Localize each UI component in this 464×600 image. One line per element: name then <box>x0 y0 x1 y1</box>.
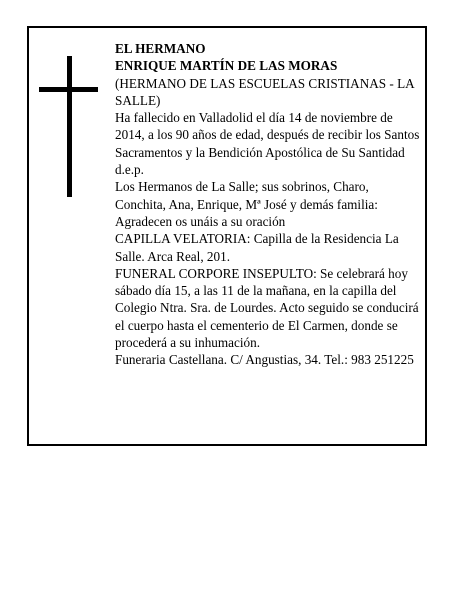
obituary-text <box>115 40 421 369</box>
obituary-notice <box>27 26 427 446</box>
funeral-home-info: Funeraria Castellana. C/ Angustias, 34. Tel.: 983 251225 <box>115 352 414 368</box>
deceased-name: ENRIQUE MARTÍN DE LAS MORAS <box>115 58 338 74</box>
prayer-request: Agradecen os unáis a su oración <box>115 213 286 229</box>
rip-line: d.e.p. <box>115 162 144 178</box>
notice-title: EL HERMANO <box>115 41 206 56</box>
chapel-info: CAPILLA VELATORIA: Capilla de la Residencia La Salle. Arca Real, 201. <box>115 231 399 264</box>
cross-vertical-bar <box>67 56 72 197</box>
cross-horizontal-bar <box>39 87 98 92</box>
family-line: Los Hermanos de La Salle; sus sobrinos, Charo, Conchita, Ana, Enrique, Mª José y demás familia: <box>115 179 378 212</box>
deceased-affiliation: (HERMANO DE LAS ESCUELAS CRISTIANAS - LA SALLE) <box>115 75 414 108</box>
funeral-info: FUNERAL CORPORE INSEPULTO: Se celebrará hoy sábado día 15, a las 11 de la mañana, en la capilla del Colegio Ntra. Sra. de Lourdes. Acto seguido se conducirá el cuerpo hasta el cementerio de El Carmen, donde se procederá a su inhumación. <box>115 265 419 351</box>
death-statement: Ha fallecido en Valladolid el día 14 de noviembre de 2014, a los 90 años de edad, después de recibir los Santos Sacramentos y la Bendición Apostólica de Su Santidad <box>115 110 420 160</box>
